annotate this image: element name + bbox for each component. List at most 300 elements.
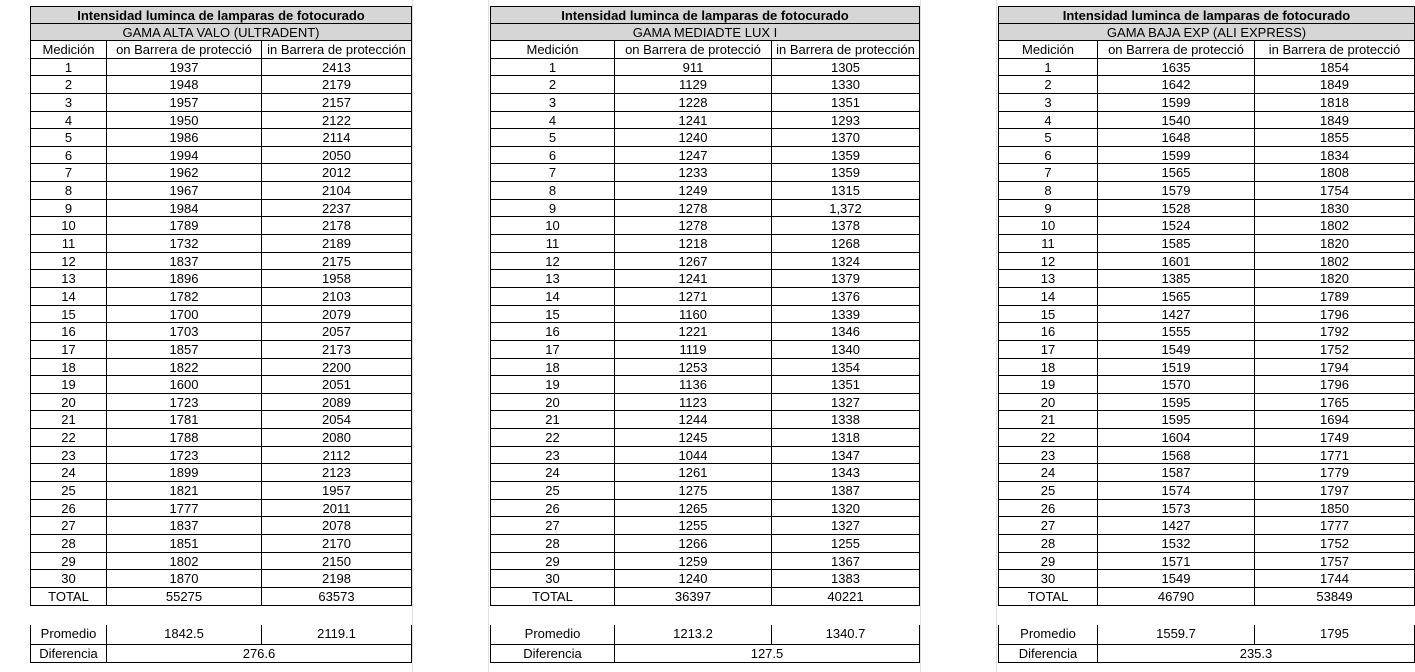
medicion-cell[interactable]: 15 — [490, 306, 614, 323]
medicion-cell[interactable]: 25 — [30, 482, 106, 499]
medicion-cell[interactable]: 24 — [30, 464, 106, 481]
diferencia-label[interactable]: Diferencia — [998, 645, 1097, 662]
con-barrera-cell[interactable]: 1540 — [1097, 112, 1254, 129]
con-barrera-cell[interactable]: 1549 — [1097, 570, 1254, 587]
con-barrera-cell[interactable]: 1599 — [1097, 94, 1254, 111]
medicion-cell[interactable]: 9 — [490, 200, 614, 217]
medicion-cell[interactable]: 3 — [490, 94, 614, 111]
promedio-con[interactable]: 1213.2 — [614, 625, 771, 644]
medicion-cell[interactable]: 28 — [30, 535, 106, 552]
medicion-cell[interactable]: 9 — [30, 200, 106, 217]
sin-barrera-cell[interactable]: 1752 — [1254, 535, 1415, 552]
con-barrera-cell[interactable]: 1271 — [614, 288, 771, 305]
con-barrera-cell[interactable]: 1870 — [106, 570, 261, 587]
con-barrera-cell[interactable]: 1267 — [614, 253, 771, 270]
con-barrera-cell[interactable]: 1857 — [106, 341, 261, 358]
medicion-header[interactable]: Medición — [30, 41, 106, 58]
medicion-cell[interactable]: 6 — [490, 147, 614, 164]
con-barrera-cell[interactable]: 1587 — [1097, 464, 1254, 481]
total-label[interactable]: TOTAL — [490, 588, 614, 605]
medicion-cell[interactable]: 25 — [998, 482, 1097, 499]
medicion-cell[interactable]: 27 — [998, 517, 1097, 534]
medicion-cell[interactable]: 14 — [490, 288, 614, 305]
promedio-label[interactable]: Promedio — [998, 625, 1097, 644]
con-barrera-cell[interactable]: 1247 — [614, 147, 771, 164]
con-barrera-cell[interactable]: 1278 — [614, 217, 771, 234]
sin-barrera-cell[interactable]: 2057 — [261, 323, 412, 340]
sin-barrera-cell[interactable]: 1792 — [1254, 323, 1415, 340]
medicion-cell[interactable]: 12 — [490, 253, 614, 270]
con-barrera-cell[interactable]: 1837 — [106, 253, 261, 270]
medicion-cell[interactable]: 24 — [998, 464, 1097, 481]
medicion-cell[interactable]: 23 — [30, 447, 106, 464]
sin-barrera-cell[interactable]: 1376 — [771, 288, 920, 305]
medicion-cell[interactable]: 1 — [490, 59, 614, 76]
con-barrera-cell[interactable]: 1218 — [614, 235, 771, 252]
con-barrera-cell[interactable]: 1962 — [106, 164, 261, 181]
con-barrera-cell[interactable]: 1519 — [1097, 359, 1254, 376]
sin-barrera-cell[interactable]: 1324 — [771, 253, 920, 270]
con-barrera-cell[interactable]: 1574 — [1097, 482, 1254, 499]
sin-barrera-cell[interactable]: 1327 — [771, 394, 920, 411]
sin-barrera-header[interactable]: in Barrera de protección — [261, 41, 412, 58]
medicion-cell[interactable]: 22 — [30, 429, 106, 446]
medicion-cell[interactable]: 15 — [30, 306, 106, 323]
sin-barrera-cell[interactable]: 1794 — [1254, 359, 1415, 376]
con-barrera-cell[interactable]: 1565 — [1097, 288, 1254, 305]
con-barrera-cell[interactable]: 1240 — [614, 129, 771, 146]
promedio-sin[interactable]: 1795 — [1254, 625, 1415, 644]
con-barrera-cell[interactable]: 1266 — [614, 535, 771, 552]
sin-barrera-cell[interactable]: 2189 — [261, 235, 412, 252]
medicion-cell[interactable]: 4 — [490, 112, 614, 129]
promedio-sin[interactable]: 2119.1 — [261, 625, 412, 644]
sin-barrera-cell[interactable]: 1849 — [1254, 112, 1415, 129]
sin-barrera-cell[interactable]: 1849 — [1254, 76, 1415, 93]
sin-barrera-cell[interactable]: 1370 — [771, 129, 920, 146]
medicion-cell[interactable]: 13 — [30, 270, 106, 287]
con-barrera-cell[interactable]: 1261 — [614, 464, 771, 481]
sin-barrera-cell[interactable]: 2078 — [261, 517, 412, 534]
sin-barrera-cell[interactable]: 2173 — [261, 341, 412, 358]
con-barrera-cell[interactable]: 1549 — [1097, 341, 1254, 358]
con-barrera-cell[interactable]: 1129 — [614, 76, 771, 93]
medicion-cell[interactable]: 16 — [30, 323, 106, 340]
sin-barrera-cell[interactable]: 1744 — [1254, 570, 1415, 587]
sin-barrera-cell[interactable]: 2012 — [261, 164, 412, 181]
con-barrera-cell[interactable]: 1427 — [1097, 517, 1254, 534]
medicion-cell[interactable]: 30 — [30, 570, 106, 587]
sin-barrera-cell[interactable]: 1346 — [771, 323, 920, 340]
sin-barrera-cell[interactable]: 1330 — [771, 76, 920, 93]
con-barrera-cell[interactable]: 1642 — [1097, 76, 1254, 93]
medicion-cell[interactable]: 9 — [998, 200, 1097, 217]
medicion-cell[interactable]: 2 — [490, 76, 614, 93]
con-barrera-cell[interactable]: 1228 — [614, 94, 771, 111]
sin-barrera-cell[interactable]: 1802 — [1254, 217, 1415, 234]
medicion-cell[interactable]: 18 — [30, 359, 106, 376]
con-barrera-cell[interactable]: 1565 — [1097, 164, 1254, 181]
sin-barrera-cell[interactable]: 1808 — [1254, 164, 1415, 181]
medicion-cell[interactable]: 2 — [998, 76, 1097, 93]
medicion-cell[interactable]: 1 — [30, 59, 106, 76]
sin-barrera-cell[interactable]: 2170 — [261, 535, 412, 552]
sin-barrera-cell[interactable]: 2175 — [261, 253, 412, 270]
sin-barrera-cell[interactable]: 1754 — [1254, 182, 1415, 199]
sin-barrera-cell[interactable]: 1958 — [261, 270, 412, 287]
medicion-cell[interactable]: 17 — [998, 341, 1097, 358]
con-barrera-cell[interactable]: 1822 — [106, 359, 261, 376]
con-barrera-cell[interactable]: 1957 — [106, 94, 261, 111]
sin-barrera-cell[interactable]: 2178 — [261, 217, 412, 234]
sin-barrera-cell[interactable]: 1777 — [1254, 517, 1415, 534]
con-barrera-cell[interactable]: 1160 — [614, 306, 771, 323]
medicion-cell[interactable]: 30 — [490, 570, 614, 587]
promedio-label[interactable]: Promedio — [490, 625, 614, 644]
medicion-cell[interactable]: 14 — [30, 288, 106, 305]
con-barrera-cell[interactable]: 1240 — [614, 570, 771, 587]
promedio-con[interactable]: 1559.7 — [1097, 625, 1254, 644]
medicion-cell[interactable]: 3 — [30, 94, 106, 111]
medicion-cell[interactable]: 19 — [30, 376, 106, 393]
medicion-cell[interactable]: 21 — [490, 411, 614, 428]
con-barrera-cell[interactable]: 1595 — [1097, 394, 1254, 411]
promedio-con[interactable]: 1842.5 — [106, 625, 261, 644]
con-barrera-cell[interactable]: 1571 — [1097, 553, 1254, 570]
sin-barrera-cell[interactable]: 1347 — [771, 447, 920, 464]
con-barrera-cell[interactable]: 1782 — [106, 288, 261, 305]
medicion-cell[interactable]: 8 — [998, 182, 1097, 199]
medicion-cell[interactable]: 28 — [998, 535, 1097, 552]
sin-barrera-cell[interactable]: 1789 — [1254, 288, 1415, 305]
medicion-cell[interactable]: 8 — [30, 182, 106, 199]
medicion-cell[interactable]: 18 — [998, 359, 1097, 376]
con-barrera-cell[interactable]: 1555 — [1097, 323, 1254, 340]
con-barrera-cell[interactable]: 1221 — [614, 323, 771, 340]
sin-barrera-cell[interactable]: 1383 — [771, 570, 920, 587]
sin-barrera-cell[interactable]: 2237 — [261, 200, 412, 217]
medicion-cell[interactable]: 20 — [30, 394, 106, 411]
con-barrera-cell[interactable]: 1723 — [106, 394, 261, 411]
con-barrera-cell[interactable]: 1585 — [1097, 235, 1254, 252]
medicion-cell[interactable]: 26 — [30, 500, 106, 517]
con-barrera-cell[interactable]: 1427 — [1097, 306, 1254, 323]
sin-barrera-cell[interactable]: 1315 — [771, 182, 920, 199]
sin-barrera-cell[interactable]: 1359 — [771, 164, 920, 181]
sin-barrera-cell[interactable]: 1820 — [1254, 235, 1415, 252]
sin-barrera-cell[interactable]: 2104 — [261, 182, 412, 199]
con-barrera-cell[interactable]: 1821 — [106, 482, 261, 499]
total-sin[interactable]: 53849 — [1254, 588, 1415, 605]
sin-barrera-cell[interactable]: 1339 — [771, 306, 920, 323]
medicion-cell[interactable]: 25 — [490, 482, 614, 499]
medicion-cell[interactable]: 8 — [490, 182, 614, 199]
con-barrera-cell[interactable]: 1648 — [1097, 129, 1254, 146]
sin-barrera-cell[interactable]: 1834 — [1254, 147, 1415, 164]
sin-barrera-cell[interactable]: 1378 — [771, 217, 920, 234]
medicion-cell[interactable]: 13 — [490, 270, 614, 287]
sin-barrera-cell[interactable]: 1268 — [771, 235, 920, 252]
con-barrera-cell[interactable]: 1245 — [614, 429, 771, 446]
con-barrera-cell[interactable]: 1967 — [106, 182, 261, 199]
con-barrera-cell[interactable]: 1259 — [614, 553, 771, 570]
medicion-header[interactable]: Medición — [998, 41, 1097, 58]
sin-barrera-cell[interactable]: 1338 — [771, 411, 920, 428]
medicion-cell[interactable]: 12 — [998, 253, 1097, 270]
total-sin[interactable]: 40221 — [771, 588, 920, 605]
sin-barrera-cell[interactable]: 1,372 — [771, 200, 920, 217]
medicion-cell[interactable]: 29 — [30, 553, 106, 570]
sin-barrera-cell[interactable]: 1752 — [1254, 341, 1415, 358]
con-barrera-cell[interactable]: 1984 — [106, 200, 261, 217]
diferencia-value[interactable]: 127.5 — [614, 645, 920, 662]
con-barrera-cell[interactable]: 1249 — [614, 182, 771, 199]
con-barrera-cell[interactable]: 1950 — [106, 112, 261, 129]
sin-barrera-cell[interactable]: 1830 — [1254, 200, 1415, 217]
sin-barrera-cell[interactable]: 2413 — [261, 59, 412, 76]
sin-barrera-cell[interactable]: 1797 — [1254, 482, 1415, 499]
con-barrera-cell[interactable]: 1896 — [106, 270, 261, 287]
sin-barrera-cell[interactable]: 1305 — [771, 59, 920, 76]
sin-barrera-cell[interactable]: 2089 — [261, 394, 412, 411]
con-barrera-cell[interactable]: 1948 — [106, 76, 261, 93]
medicion-cell[interactable]: 17 — [30, 341, 106, 358]
medicion-cell[interactable]: 28 — [490, 535, 614, 552]
medicion-cell[interactable]: 23 — [998, 447, 1097, 464]
con-barrera-cell[interactable]: 1568 — [1097, 447, 1254, 464]
sin-barrera-cell[interactable]: 2157 — [261, 94, 412, 111]
diferencia-value[interactable]: 235.3 — [1097, 645, 1415, 662]
con-barrera-cell[interactable]: 1524 — [1097, 217, 1254, 234]
sin-barrera-cell[interactable]: 1694 — [1254, 411, 1415, 428]
con-barrera-header[interactable]: on Barrera de protecció — [1097, 41, 1254, 58]
medicion-cell[interactable]: 29 — [490, 553, 614, 570]
medicion-cell[interactable]: 22 — [998, 429, 1097, 446]
sin-barrera-cell[interactable]: 1351 — [771, 94, 920, 111]
sin-barrera-cell[interactable]: 1354 — [771, 359, 920, 376]
medicion-cell[interactable]: 10 — [30, 217, 106, 234]
medicion-cell[interactable]: 13 — [998, 270, 1097, 287]
con-barrera-cell[interactable]: 1265 — [614, 500, 771, 517]
con-barrera-cell[interactable]: 1899 — [106, 464, 261, 481]
medicion-cell[interactable]: 12 — [30, 253, 106, 270]
sin-barrera-cell[interactable]: 1771 — [1254, 447, 1415, 464]
sin-barrera-cell[interactable]: 2122 — [261, 112, 412, 129]
medicion-cell[interactable]: 23 — [490, 447, 614, 464]
medicion-cell[interactable]: 22 — [490, 429, 614, 446]
total-label[interactable]: TOTAL — [30, 588, 106, 605]
sin-barrera-cell[interactable]: 1850 — [1254, 500, 1415, 517]
con-barrera-cell[interactable]: 1044 — [614, 447, 771, 464]
medicion-cell[interactable]: 18 — [490, 359, 614, 376]
con-barrera-cell[interactable]: 1723 — [106, 447, 261, 464]
sin-barrera-cell[interactable]: 1318 — [771, 429, 920, 446]
sin-barrera-cell[interactable]: 1796 — [1254, 376, 1415, 393]
sin-barrera-cell[interactable]: 1351 — [771, 376, 920, 393]
medicion-cell[interactable]: 14 — [998, 288, 1097, 305]
medicion-cell[interactable]: 30 — [998, 570, 1097, 587]
medicion-cell[interactable]: 20 — [998, 394, 1097, 411]
medicion-cell[interactable]: 24 — [490, 464, 614, 481]
con-barrera-cell[interactable]: 1385 — [1097, 270, 1254, 287]
sin-barrera-cell[interactable]: 1854 — [1254, 59, 1415, 76]
sin-barrera-cell[interactable]: 1327 — [771, 517, 920, 534]
medicion-cell[interactable]: 19 — [998, 376, 1097, 393]
sin-barrera-cell[interactable]: 2112 — [261, 447, 412, 464]
sin-barrera-cell[interactable]: 1387 — [771, 482, 920, 499]
sin-barrera-cell[interactable]: 2054 — [261, 411, 412, 428]
sin-barrera-header[interactable]: in Barrera de protecció — [1254, 41, 1415, 58]
con-barrera-header[interactable]: on Barrera de protecció — [614, 41, 771, 58]
medicion-cell[interactable]: 7 — [490, 164, 614, 181]
sin-barrera-cell[interactable]: 1796 — [1254, 306, 1415, 323]
con-barrera-cell[interactable]: 1777 — [106, 500, 261, 517]
sin-barrera-cell[interactable]: 1757 — [1254, 553, 1415, 570]
medicion-cell[interactable]: 20 — [490, 394, 614, 411]
medicion-cell[interactable]: 29 — [998, 553, 1097, 570]
con-barrera-cell[interactable]: 1255 — [614, 517, 771, 534]
con-barrera-cell[interactable]: 1635 — [1097, 59, 1254, 76]
medicion-cell[interactable]: 11 — [30, 235, 106, 252]
con-barrera-cell[interactable]: 1119 — [614, 341, 771, 358]
sin-barrera-cell[interactable]: 1802 — [1254, 253, 1415, 270]
medicion-cell[interactable]: 7 — [30, 164, 106, 181]
sin-barrera-cell[interactable]: 2079 — [261, 306, 412, 323]
medicion-cell[interactable]: 27 — [490, 517, 614, 534]
con-barrera-cell[interactable]: 1136 — [614, 376, 771, 393]
medicion-cell[interactable]: 5 — [30, 129, 106, 146]
sin-barrera-cell[interactable]: 2051 — [261, 376, 412, 393]
medicion-cell[interactable]: 6 — [998, 147, 1097, 164]
medicion-cell[interactable]: 6 — [30, 147, 106, 164]
con-barrera-cell[interactable]: 1278 — [614, 200, 771, 217]
con-barrera-cell[interactable]: 1573 — [1097, 500, 1254, 517]
medicion-cell[interactable]: 11 — [490, 235, 614, 252]
medicion-cell[interactable]: 2 — [30, 76, 106, 93]
sin-barrera-cell[interactable]: 1320 — [771, 500, 920, 517]
sin-barrera-cell[interactable]: 1820 — [1254, 270, 1415, 287]
con-barrera-cell[interactable]: 1851 — [106, 535, 261, 552]
medicion-cell[interactable]: 21 — [998, 411, 1097, 428]
medicion-cell[interactable]: 3 — [998, 94, 1097, 111]
total-sin[interactable]: 63573 — [261, 588, 412, 605]
con-barrera-cell[interactable]: 1937 — [106, 59, 261, 76]
medicion-cell[interactable]: 26 — [490, 500, 614, 517]
sin-barrera-cell[interactable]: 1359 — [771, 147, 920, 164]
con-barrera-cell[interactable]: 1732 — [106, 235, 261, 252]
medicion-header[interactable]: Medición — [490, 41, 614, 58]
promedio-label[interactable]: Promedio — [30, 625, 106, 644]
con-barrera-cell[interactable]: 1986 — [106, 129, 261, 146]
con-barrera-cell[interactable]: 1241 — [614, 270, 771, 287]
medicion-cell[interactable]: 4 — [998, 112, 1097, 129]
con-barrera-cell[interactable]: 1788 — [106, 429, 261, 446]
sin-barrera-cell[interactable]: 1749 — [1254, 429, 1415, 446]
sin-barrera-cell[interactable]: 2011 — [261, 500, 412, 517]
diferencia-label[interactable]: Diferencia — [30, 645, 106, 662]
sin-barrera-cell[interactable]: 1855 — [1254, 129, 1415, 146]
sin-barrera-cell[interactable]: 2123 — [261, 464, 412, 481]
con-barrera-cell[interactable]: 1837 — [106, 517, 261, 534]
medicion-cell[interactable]: 1 — [998, 59, 1097, 76]
medicion-cell[interactable]: 16 — [490, 323, 614, 340]
sin-barrera-cell[interactable]: 2114 — [261, 129, 412, 146]
con-barrera-cell[interactable]: 1123 — [614, 394, 771, 411]
sin-barrera-cell[interactable]: 1379 — [771, 270, 920, 287]
medicion-cell[interactable]: 19 — [490, 376, 614, 393]
con-barrera-cell[interactable]: 1599 — [1097, 147, 1254, 164]
promedio-sin[interactable]: 1340.7 — [771, 625, 920, 644]
medicion-cell[interactable]: 7 — [998, 164, 1097, 181]
con-barrera-cell[interactable]: 1601 — [1097, 253, 1254, 270]
con-barrera-cell[interactable]: 1994 — [106, 147, 261, 164]
sin-barrera-cell[interactable]: 1343 — [771, 464, 920, 481]
total-con[interactable]: 36397 — [614, 588, 771, 605]
con-barrera-cell[interactable]: 1781 — [106, 411, 261, 428]
medicion-cell[interactable]: 16 — [998, 323, 1097, 340]
sin-barrera-cell[interactable]: 1340 — [771, 341, 920, 358]
con-barrera-cell[interactable]: 1528 — [1097, 200, 1254, 217]
con-barrera-cell[interactable]: 911 — [614, 59, 771, 76]
medicion-cell[interactable]: 17 — [490, 341, 614, 358]
sin-barrera-cell[interactable]: 2179 — [261, 76, 412, 93]
con-barrera-cell[interactable]: 1570 — [1097, 376, 1254, 393]
con-barrera-cell[interactable]: 1700 — [106, 306, 261, 323]
con-barrera-cell[interactable]: 1595 — [1097, 411, 1254, 428]
con-barrera-cell[interactable]: 1789 — [106, 217, 261, 234]
con-barrera-cell[interactable]: 1241 — [614, 112, 771, 129]
con-barrera-cell[interactable]: 1244 — [614, 411, 771, 428]
medicion-cell[interactable]: 4 — [30, 112, 106, 129]
sin-barrera-cell[interactable]: 2050 — [261, 147, 412, 164]
medicion-cell[interactable]: 5 — [490, 129, 614, 146]
medicion-cell[interactable]: 10 — [998, 217, 1097, 234]
diferencia-value[interactable]: 276.6 — [106, 645, 412, 662]
sin-barrera-cell[interactable]: 2103 — [261, 288, 412, 305]
con-barrera-cell[interactable]: 1532 — [1097, 535, 1254, 552]
sin-barrera-cell[interactable]: 2080 — [261, 429, 412, 446]
con-barrera-header[interactable]: on Barrera de protecció — [106, 41, 261, 58]
medicion-cell[interactable]: 5 — [998, 129, 1097, 146]
medicion-cell[interactable]: 10 — [490, 217, 614, 234]
con-barrera-cell[interactable]: 1253 — [614, 359, 771, 376]
total-con[interactable]: 46790 — [1097, 588, 1254, 605]
sin-barrera-cell[interactable]: 2200 — [261, 359, 412, 376]
diferencia-label[interactable]: Diferencia — [490, 645, 614, 662]
sin-barrera-cell[interactable]: 1367 — [771, 553, 920, 570]
sin-barrera-cell[interactable]: 2150 — [261, 553, 412, 570]
total-con[interactable]: 55275 — [106, 588, 261, 605]
sin-barrera-cell[interactable]: 1818 — [1254, 94, 1415, 111]
con-barrera-cell[interactable]: 1604 — [1097, 429, 1254, 446]
medicion-cell[interactable]: 26 — [998, 500, 1097, 517]
medicion-cell[interactable]: 11 — [998, 235, 1097, 252]
medicion-cell[interactable]: 21 — [30, 411, 106, 428]
medicion-cell[interactable]: 15 — [998, 306, 1097, 323]
con-barrera-cell[interactable]: 1802 — [106, 553, 261, 570]
sin-barrera-cell[interactable]: 1957 — [261, 482, 412, 499]
medicion-cell[interactable]: 27 — [30, 517, 106, 534]
con-barrera-cell[interactable]: 1579 — [1097, 182, 1254, 199]
sin-barrera-header[interactable]: in Barrera de protección — [771, 41, 920, 58]
con-barrera-cell[interactable]: 1233 — [614, 164, 771, 181]
sin-barrera-cell[interactable]: 2198 — [261, 570, 412, 587]
sin-barrera-cell[interactable]: 1255 — [771, 535, 920, 552]
sin-barrera-cell[interactable]: 1293 — [771, 112, 920, 129]
sin-barrera-cell[interactable]: 1765 — [1254, 394, 1415, 411]
total-label[interactable]: TOTAL — [998, 588, 1097, 605]
con-barrera-cell[interactable]: 1275 — [614, 482, 771, 499]
